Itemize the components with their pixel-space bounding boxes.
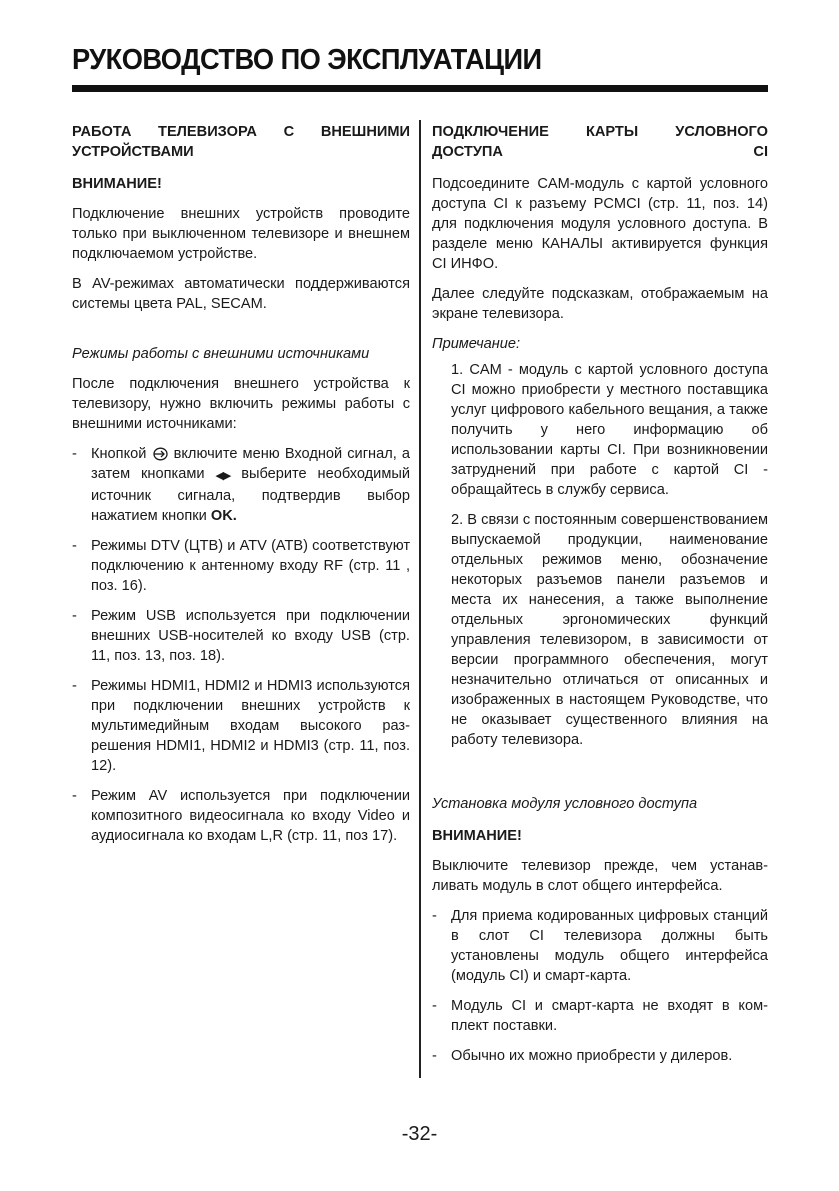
list-item: - Кнопкой включите меню Входной сигнал, а затем кнопками ◀▶ выберите необходимый источник сигнала, подтвердив выбор нажатием кнопки OK. bbox=[72, 444, 410, 526]
list-item: - Режимы DTV (ЦТВ) и ATV (АТВ) соответствуют подключению к антенному входу RF (стр. 11 , поз. 16). bbox=[72, 536, 410, 596]
section-heading-ci-card: ПОДКЛЮЧЕНИЕ КАРТЫ УСЛОВНОГО ДОСТУПА CI bbox=[432, 124, 768, 160]
warning-label: ВНИМАНИЕ! bbox=[72, 176, 162, 192]
left-right-arrows-icon: ◀▶ bbox=[215, 470, 231, 482]
list-item: - Режим USB используется при подключении внешних USB-носителей ко входу USB (стр. 11, поз. 13, поз. 18). bbox=[72, 606, 410, 666]
ci-list bbox=[432, 906, 768, 1066]
list-item: - Режим AV используется при подключении композитного видеосигнала ко входу Video и аудиосигнала ко входам L,R (стр. 11, поз 17). bbox=[72, 786, 410, 846]
paragraph: Далее следуйте подсказкам, отображаемым на экране телевизора. bbox=[432, 286, 768, 322]
paragraph: Выключите телевизор прежде, чем устанавливать модуль в слот общего интерфейса. bbox=[432, 858, 768, 894]
right-column bbox=[432, 122, 768, 1066]
paragraph: После подключения внешнего устройства к телевизору, нужно включить режимы работы с внешними источниками: bbox=[72, 376, 410, 432]
section-heading-external-devices: РАБОТА ТЕЛЕВИЗОРА С ВНЕШНИМИ УСТРОЙСТВАМИ bbox=[72, 124, 410, 160]
note-label: Примечание: bbox=[432, 336, 521, 352]
warning-label: ВНИМАНИЕ! bbox=[432, 828, 522, 844]
title-rule bbox=[72, 85, 768, 92]
list-item: - Для приема кодированных цифровых станций в слот CI телевизора должны быть установлены модуль общего интерфейса (модуль CI) и смарт-карта. bbox=[432, 906, 768, 986]
subheading-module-install: Установка модуля условного доступа bbox=[432, 796, 698, 812]
left-column bbox=[72, 122, 410, 846]
page-number: -32- bbox=[401, 1123, 438, 1145]
subheading-external-modes: Режимы работы с внешними источниками bbox=[72, 346, 370, 362]
list-item: - Модуль CI и смарт-карта не входят в комплект поставки. bbox=[432, 996, 768, 1036]
note-item: 2. В связи с постоянным совершенствованием выпускаемой продукции, наименование отдельных режимов меню, обозначение некоторых разъемов панели разъемов и места их нанесения, а также выполнение отдельных эргономических функций управления телевизором, в зависимости от версии программного обеспечения, могут незначительно отличаться от описанных и изображенных в настоящем Руководстве, что не оказывает существенного влияния на работу телевизора. bbox=[451, 512, 768, 748]
list-item: - Обычно их можно приобрести у дилеров. bbox=[432, 1046, 768, 1066]
column-divider bbox=[419, 120, 421, 1078]
input-source-icon bbox=[153, 447, 168, 461]
modes-list bbox=[72, 444, 410, 846]
paragraph: Подключение внешних устройств проводите только при выключенном телевизоре и внешнем подключаемом устройстве. bbox=[72, 206, 410, 262]
paragraph: В AV-режимах автоматически поддерживаются системы цвета PAL, SECAM. bbox=[72, 276, 410, 312]
page-title: РУКОВОДСТВО ПО ЭКСПЛУАТАЦИИ bbox=[72, 44, 542, 76]
note-item: 1. CAM - модуль с картой условного доступа CI можно приобрести у местного поставщика услуг цифрового кабельного вещания, а также получить у него информацию об использовании карты CI. При возникновении затруднений при работе с картой CI - обращайтесь в службу сервиса. bbox=[451, 362, 768, 498]
paragraph: Подсоедините CAM-модуль с картой условного доступа CI к разъему PCMCI (стр. 11, поз. 14) для подключения модуля условного доступа. В разделе меню КАНАЛЫ активируется функция CI ИНФО. bbox=[432, 176, 768, 272]
list-item: - Режимы HDMI1, HDMI2 и HDMI3 используются при подключении внешних устройств к мультимедийным входам высокого разрешения HDMI1, HDMI2 и HDMI3 (стр. 11, поз. 12). bbox=[72, 676, 410, 776]
ok-key-label: OK. bbox=[210, 508, 237, 524]
